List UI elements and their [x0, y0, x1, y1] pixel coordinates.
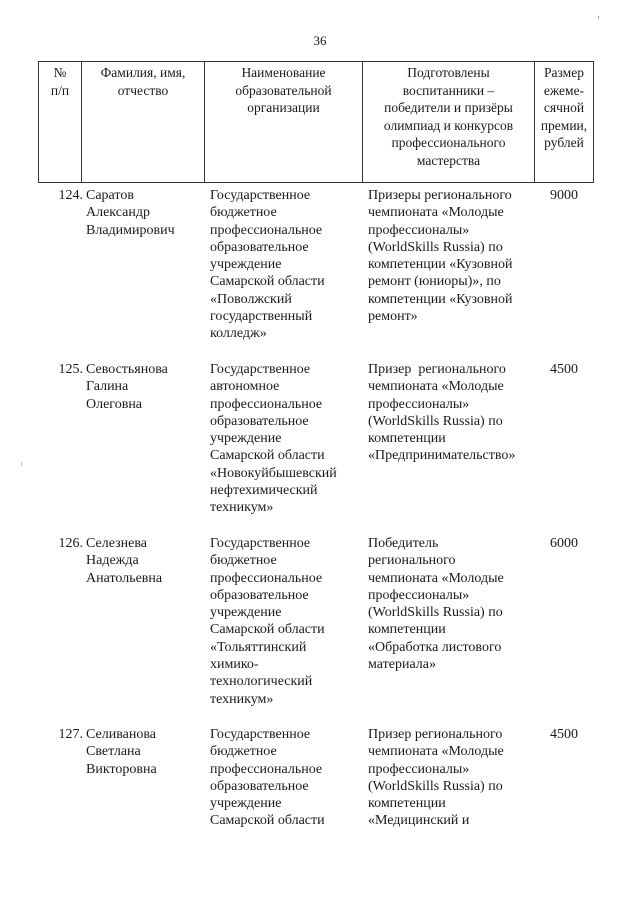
achievement-line: профессионалы» [368, 222, 470, 238]
header-prize [535, 64, 593, 152]
organization-line: образовательное [210, 778, 309, 794]
person-name-line: Надежда [86, 553, 139, 569]
row-number: 124. [58, 188, 83, 203]
organization-line: «Новокуйбышевский [210, 465, 337, 481]
organization [210, 535, 360, 708]
organization-line: государственный [210, 309, 313, 325]
header-org-line: Наименование [241, 65, 326, 80]
header-prize-line: ежеме- [543, 82, 585, 98]
header-num-line: № [53, 65, 67, 80]
person-name-line: Светлана [86, 744, 141, 760]
organization-line: автономное [210, 379, 280, 395]
person-name-line: Селиванова [86, 727, 156, 742]
achievement-line: компетенции «Кузовной [368, 257, 513, 273]
achievement-line: материала» [368, 657, 436, 673]
achievement-line: «Предпринимательство» [368, 448, 516, 464]
organization-line: бюджетное [210, 744, 277, 760]
organization-line: техникум» [210, 691, 274, 707]
achievement [368, 726, 533, 830]
achievement-line: (WorldSkills Russia) по [368, 239, 503, 255]
prize-amount: 6000 [550, 536, 578, 551]
organization-line: Самарской области [210, 622, 325, 638]
prize-amount: 9000 [550, 188, 578, 203]
achievement [368, 535, 533, 673]
header-prize-line: сячной [543, 100, 585, 115]
organization-line: технологический [210, 674, 313, 690]
achievement-line: компетенции [368, 622, 446, 638]
header-achievement-line: мастерства [416, 152, 481, 168]
achievement-line: компетенции [368, 431, 446, 447]
organization-line: профессиональное [210, 396, 323, 412]
organization-line: Государственное [210, 188, 311, 203]
header-org-line: образовательной [235, 82, 332, 98]
organization-line: образовательное [210, 587, 309, 603]
organization-line: профессиональное [210, 761, 323, 777]
header-prize-line: рублей [544, 135, 584, 150]
organization-line: техникум» [210, 500, 274, 516]
header-achievement-line: победители и призёры [384, 100, 513, 115]
achievement-line: Призер регионального [368, 362, 506, 377]
achievement-line: профессионалы» [368, 761, 470, 777]
organization-line: учреждение [210, 796, 282, 812]
achievement-line: (WorldSkills Russia) по [368, 413, 503, 429]
header-num-line: п/п [50, 82, 70, 98]
organization-line: химико- [210, 657, 259, 673]
organization-line: учреждение [210, 431, 282, 447]
achievement-line: ремонт» [368, 309, 418, 325]
organization-line: «Поволжский [210, 291, 292, 307]
organization-line: Самарской области [210, 274, 325, 290]
achievement-line: компетенции «Кузовной [368, 291, 513, 307]
achievement-line: чемпионата «Молодые [368, 205, 504, 221]
organization [210, 187, 360, 343]
person-name [86, 726, 206, 778]
achievement-line: чемпионата «Молодые [368, 379, 504, 395]
organization-line: Самарской области [210, 813, 325, 829]
prize-amount: 4500 [550, 727, 578, 742]
organization-line: Государственное [210, 536, 311, 551]
achievement-line: «Медицинский и [368, 813, 470, 829]
achievement-line: чемпионата «Молодые [368, 744, 504, 760]
achievement-line: Призеры регионального [368, 188, 512, 203]
organization-line: учреждение [210, 605, 282, 621]
person-name [86, 535, 206, 587]
organization [210, 726, 360, 830]
header-prize-line: Размер [544, 65, 584, 80]
achievement-line: (WorldSkills Russia) по [368, 778, 503, 794]
achievement [368, 187, 533, 325]
header-border-top [38, 61, 593, 62]
organization-line: учреждение [210, 257, 282, 273]
organization-line: бюджетное [210, 205, 277, 221]
person-name-line: Саратов [86, 188, 134, 203]
header-org [205, 64, 362, 117]
scan-artifact [21, 462, 22, 466]
achievement-line: Призер регионального [368, 727, 503, 742]
achievement-line: (WorldSkills Russia) по [368, 605, 503, 621]
organization-line: образовательное [210, 239, 309, 255]
achievement-line: Победитель [368, 536, 439, 551]
achievement [368, 361, 533, 465]
organization-line: «Тольяттинский [210, 639, 307, 655]
organization-line: профессиональное [210, 222, 323, 238]
header-achievement-line: профессионального [391, 135, 506, 150]
organization-line: Самарской области [210, 448, 325, 464]
person-name [86, 187, 206, 239]
achievement-line: профессионалы» [368, 396, 470, 412]
organization-line: образовательное [210, 413, 309, 429]
person-name-line: Викторовна [86, 761, 157, 777]
row-number: 125. [58, 362, 83, 377]
organization-line: бюджетное [210, 553, 277, 569]
header-achievement-line: Подготовлены [407, 65, 490, 80]
person-name [86, 361, 206, 413]
achievement-line: ремонт (юниоры)», по [368, 274, 501, 290]
person-name-line: Анатольевна [86, 570, 163, 586]
organization [210, 361, 360, 517]
header-num [39, 64, 81, 99]
organization-line: нефтехимический [210, 483, 318, 499]
row-number: 126. [58, 536, 83, 551]
person-name-line: Галина [86, 379, 129, 395]
header-name-line: Фамилия, имя, [100, 65, 186, 80]
scan-artifact [598, 16, 599, 19]
header-achievement-line: воспитанники – [402, 82, 495, 98]
organization-line: профессиональное [210, 570, 323, 586]
header-border-right [593, 61, 594, 183]
person-name-line: Владимирович [86, 222, 175, 238]
page-number: 36 [313, 33, 327, 48]
organization-line: Государственное [210, 727, 311, 742]
achievement-line: компетенции [368, 796, 446, 812]
header-name [82, 64, 204, 99]
prize-amount: 4500 [550, 362, 578, 377]
organization-line: Государственное [210, 362, 311, 377]
organization-line: колледж» [210, 326, 267, 342]
achievement-line: «Обработка листового [368, 639, 502, 655]
header-org-line: организации [247, 100, 320, 115]
person-name-line: Александр [86, 205, 150, 221]
header-name-line: отчество [117, 82, 169, 98]
header-achievement-line: олимпиад и конкурсов [383, 117, 514, 133]
person-name-line: Олеговна [86, 396, 143, 412]
header-achievement [363, 64, 534, 169]
header-prize-line: премии, [540, 117, 588, 133]
person-name-line: Севостьянова [86, 362, 168, 377]
achievement-line: профессионалы» [368, 587, 470, 603]
achievement-line: чемпионата «Молодые [368, 570, 504, 586]
person-name-line: Селезнева [86, 536, 147, 551]
achievement-line: регионального [368, 553, 456, 569]
header-border-bottom [38, 182, 593, 183]
row-number: 127. [58, 727, 83, 742]
